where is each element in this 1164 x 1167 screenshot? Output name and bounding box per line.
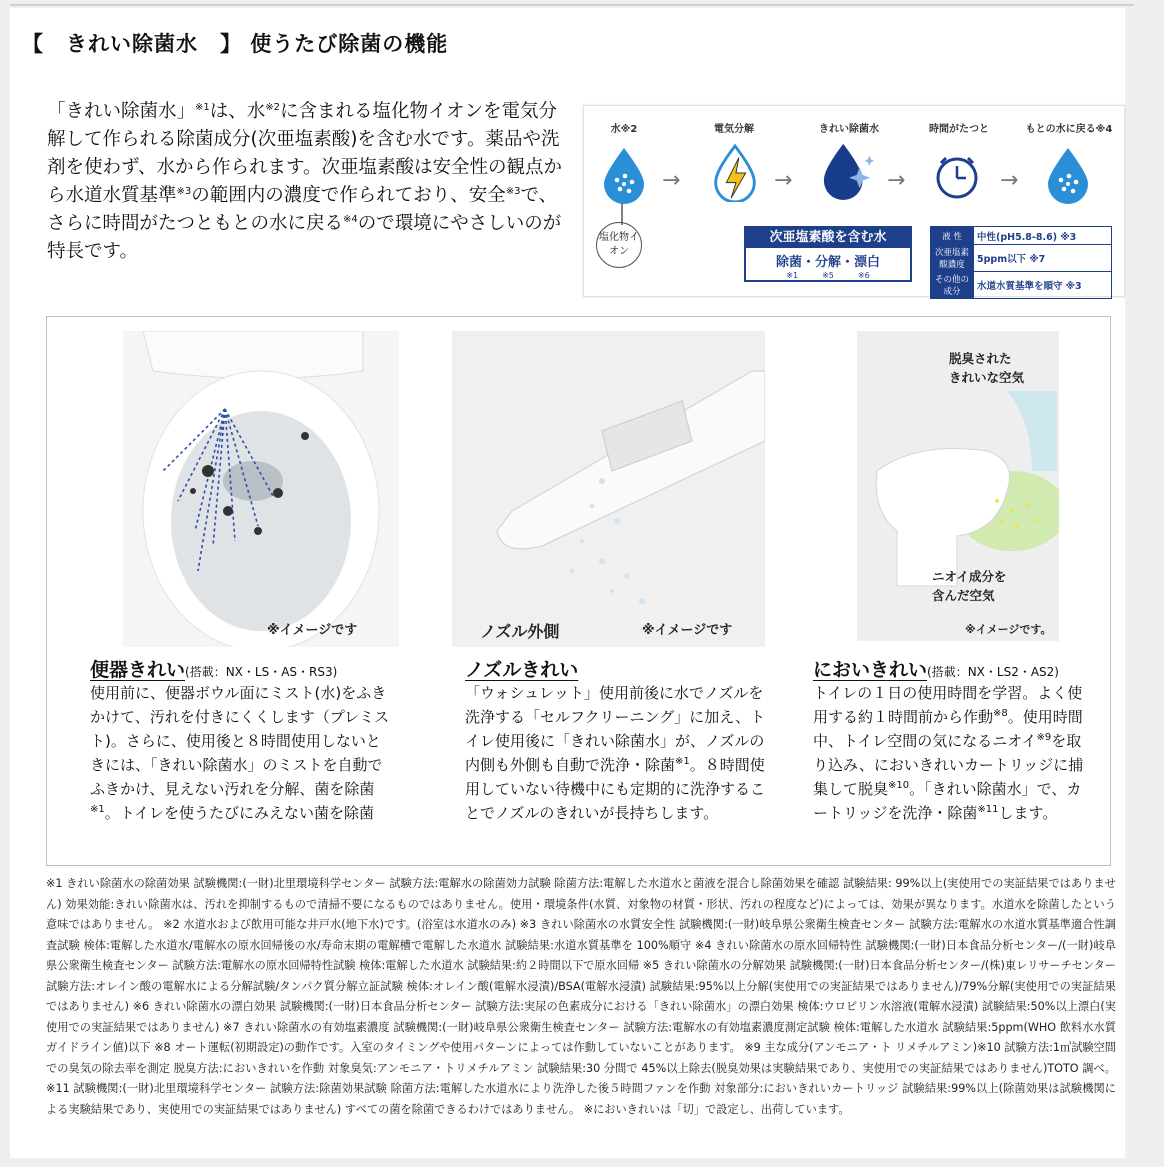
footnote-ref: ※1 xyxy=(90,804,105,815)
clean-air-label: 脱臭された きれいな空気 xyxy=(949,351,1025,385)
electrolysis-drop-icon xyxy=(712,144,758,202)
step-water-label: 水※2 xyxy=(610,124,638,135)
feature-text: 「ウォシュレット」使用前後に水でノズルを洗浄する「セルフクリーニング」に加え、トイレ使用後に「きれい除菌水」が、ノズルの内側も外側も自動で洗浄・除菌 xyxy=(465,684,766,774)
arrow-icon: → xyxy=(887,168,906,193)
spec-row xyxy=(931,227,1112,245)
feature-body xyxy=(90,681,390,825)
feature-models: (搭載：NX・LS・AS・RS3) xyxy=(185,665,338,679)
feature-text: トイレの１日の使用時間を学習。よく使用する約１時間前から作動 xyxy=(813,684,1083,726)
intro-text: 「きれい除菌水」 xyxy=(47,101,196,122)
feature-heading xyxy=(465,655,578,682)
nozzle-outside-label: ノズル外側 xyxy=(480,622,560,641)
hypochlorous-effects: 除菌・分解・漂白 xyxy=(775,255,880,270)
spec-row xyxy=(931,272,1112,299)
spec-row xyxy=(931,245,1112,272)
water-drop-icon xyxy=(1045,146,1091,204)
bowl-mist-image xyxy=(123,331,399,647)
image-note: ※イメージです xyxy=(267,623,358,638)
arrow-icon: → xyxy=(1000,168,1019,193)
spec-value: 中性(pH5.8-8.6) ※3 xyxy=(974,227,1112,245)
process-diagram xyxy=(583,105,1125,297)
feature-panel xyxy=(46,316,1111,866)
spec-value: 5ppm以下 ※7 xyxy=(974,245,1112,272)
spec-table xyxy=(930,226,1112,299)
footnote-ref: ※1 xyxy=(195,101,210,113)
nozzle-illustration xyxy=(452,331,765,647)
feature-title: 便器きれい xyxy=(90,659,186,681)
footnote-ref: ※3 xyxy=(176,185,192,197)
intro-text: ので環境にやさしいのが特長です。 xyxy=(47,213,562,262)
odor-air-label: ニオイ成分を 含んだ空気 xyxy=(932,569,1007,603)
feature-title: においきれい xyxy=(813,659,928,681)
hypochlorous-notes: ※1 ※5 ※6 xyxy=(786,271,870,280)
water-drop-icon xyxy=(601,146,647,204)
intro-text: に含まれる塩化物イオンを電気分解して作られる除菌成分(次亜塩素酸)を含む水です。薬品や洗剤を使わず、水から作られます。次亜塩素酸は安全性の観点から水道水質基準 xyxy=(47,101,563,206)
feature-body xyxy=(813,681,1087,825)
spec-value: 水道水質基準を順守 ※3 xyxy=(974,272,1112,299)
spec-key: 液 性 xyxy=(931,227,974,245)
footnote-ref: ※10 xyxy=(888,780,910,791)
intro-text: は、水 xyxy=(209,101,266,122)
salt-ion-label: 塩化物イオン xyxy=(596,222,642,268)
spec-key: その他の成分 xyxy=(931,272,974,299)
step-time-label: 時間がたつと xyxy=(929,124,989,135)
footnote-ref: ※1 xyxy=(675,756,690,767)
feature-text: 。「きれい除菌水」で、カートリッジを洗浄・除菌 xyxy=(813,780,1082,822)
footnote-ref: ※2 xyxy=(265,101,281,113)
footnote-ref: ※11 xyxy=(977,804,999,815)
feature-title: ノズルきれい xyxy=(465,659,579,681)
sparkle-drop-icon xyxy=(820,142,880,200)
clock-icon xyxy=(932,154,982,202)
step-clean-water-label: きれい除菌水 xyxy=(819,124,879,135)
footnote-ref: ※4 xyxy=(343,213,358,225)
nozzle-image xyxy=(452,331,765,647)
feature-models: (搭載：NX・LS2・AS2) xyxy=(927,665,1059,679)
feature-text: 使用前に、便器ボウル面にミスト(水)をふきかけて、汚れを付きにくくします（プレミスト)。さらに、使用後と８時間使用しないときには、「きれい除菌水」のミストを自動でふきかけ、見えない汚れを分解、菌を除菌 xyxy=(90,684,390,798)
feature-text: を取り込み、においきれいカートリッジに捕集して脱臭 xyxy=(813,732,1084,798)
top-rule xyxy=(10,4,1134,6)
footnote-ref: ※9 xyxy=(1036,732,1052,743)
hypochlorous-header: 次亜塩素酸を含む水 xyxy=(746,228,910,248)
footnote-ref: ※8 xyxy=(993,708,1008,719)
feature-text: 。８時間使用していない待機中にも定期的に洗浄することでノズルのきれいが長持ちします。 xyxy=(465,756,766,822)
feature-heading xyxy=(90,655,337,682)
step-electrolysis-label: 電気分解 xyxy=(714,124,754,135)
image-note: ※イメージです xyxy=(642,623,733,638)
feature-body xyxy=(465,681,767,825)
document-sheet xyxy=(10,8,1125,1158)
feature-heading xyxy=(813,655,1059,682)
image-note: ※イメージです。 xyxy=(965,623,1052,636)
intro-text: の範囲内の濃度で作られており、安全 xyxy=(191,185,506,206)
intro-text: で、さらに時間がたつともとの水に戻る xyxy=(47,185,558,234)
feature-text: 。トイレを使うたびにみえない菌を除菌 xyxy=(104,804,375,822)
feature-text: 。使用時間中、トイレ空間の気になるニオイ xyxy=(813,708,1083,750)
toilet-bowl-illustration xyxy=(123,331,399,647)
footnote-ref: ※3 xyxy=(505,185,521,197)
feature-text: します。 xyxy=(998,804,1058,822)
page-title: 【 きれい除菌水 】 使うたび除菌の機能 xyxy=(22,32,449,56)
deodorize-image xyxy=(857,331,1059,641)
footnotes: ※1 きれい除菌水の除菌効果 試験機関:(一財)北里環境科学センター 試験方法:電解水の除菌効力試験 除菌方法:電解した水道水と菌液を混合し除菌効果を確認 試験結果: 99%以上(実使用での実証結果ではありません) 効果効能:きれい除菌水は、汚れを抑制するもので清掃不要になるものではありません。使用・環境条件(水質、対象物の材質・形状、汚れの程度など)によっては、効果が異なります。水道水を除菌したという意味ではありません。 ※2 水道水および飲用可能な井戸水(地下水)です。(浴室は水道水のみ) ※3 きれい除菌水の水質安全性 試験機関:(一財)岐阜県公衆衛生検査センター 試験方法:電解水の水道水質基準適合性調査試験 検体:電解した水道水/電解水の原水回帰後の水/寿命末期の電解槽で電解した水道水 試験結果:水道水質基準を 100%順守 ※4 きれい除菌水の原水回帰特性 試験機関:(一財)日本食品分析センター/(一財)岐阜県公衆衛生検査センター 試験方法:電解水の原水回帰特性試験 検体:電解した水道水 試験結果:約２時間以下で原水回帰 ※5 きれい除菌水の分解効果 試験機関:(一財)日本食品分析センター/(株)東レリサーチセンター 試験方法:オレイン酸の電解水による分解試験/タンパク質分解立証試験 検体:オレイン酸(電解水浸漬)/BSA(電解水浸漬) 試験結果:95%以上分解(実使用での実証結果ではありません)/79%分解(実使用での実証結果ではありません) ※6 きれい除菌水の漂白効果 試験機関:(一財)日本食品分析センター 試験方法:実尿の色素成分における「きれい除菌水」の漂白効果 検体:ウロビリン水溶液(電解水浸漬) 試験結果:50%以上漂白(実使用での実証結果ではありません) ※7 きれい除菌水の有効塩素濃度 試験機関:(一財)岐阜県公衆衛生検査センター 試験方法:電解水の有効塩素濃度測定試験 検体:電解した水道水 試験結果:5ppm(WHO 飲料水水質ガイドライン値)以下 ※8 オート運転(初期設定)の動作です。入室のタイミングや使用パターンによっては作動していないことがあります。 ※9 主な成分(アンモニア・ト リメチルアミン)※10 試験方法:1㎥試験空間での臭気の除去率を測定 脱臭方法:においきれいを作動 対象臭気:アンモニア・トリメチルアミン 試験結果:30 分間で 45%以上除去(脱臭効果は実験結果であり、実使用での実証結果ではありません)TOTO 調べ。 ※11 試験機関:(一財)北里環境科学センター 試験方法:除菌効果試験 除菌方法:電解した水道水により洗浄した後５時間ファンを作動 対象部分:においきれいカートリッジ 試験結果:99%以上(除菌効果は試験機関による実験結果であり、実使用での実証結果ではありません) すべての菌を除菌できるわけではありません。 ※においきれいは「切」で設定し、出荷しています。 xyxy=(46,877,1116,1116)
arrow-icon: → xyxy=(774,168,793,193)
intro-paragraph xyxy=(47,98,567,266)
arrow-icon: → xyxy=(662,168,681,193)
step-return-label: もとの水に戻る※4 xyxy=(1025,124,1113,135)
spec-key: 次亜塩素酸濃度 xyxy=(931,245,974,272)
hypochlorous-box xyxy=(744,226,912,282)
